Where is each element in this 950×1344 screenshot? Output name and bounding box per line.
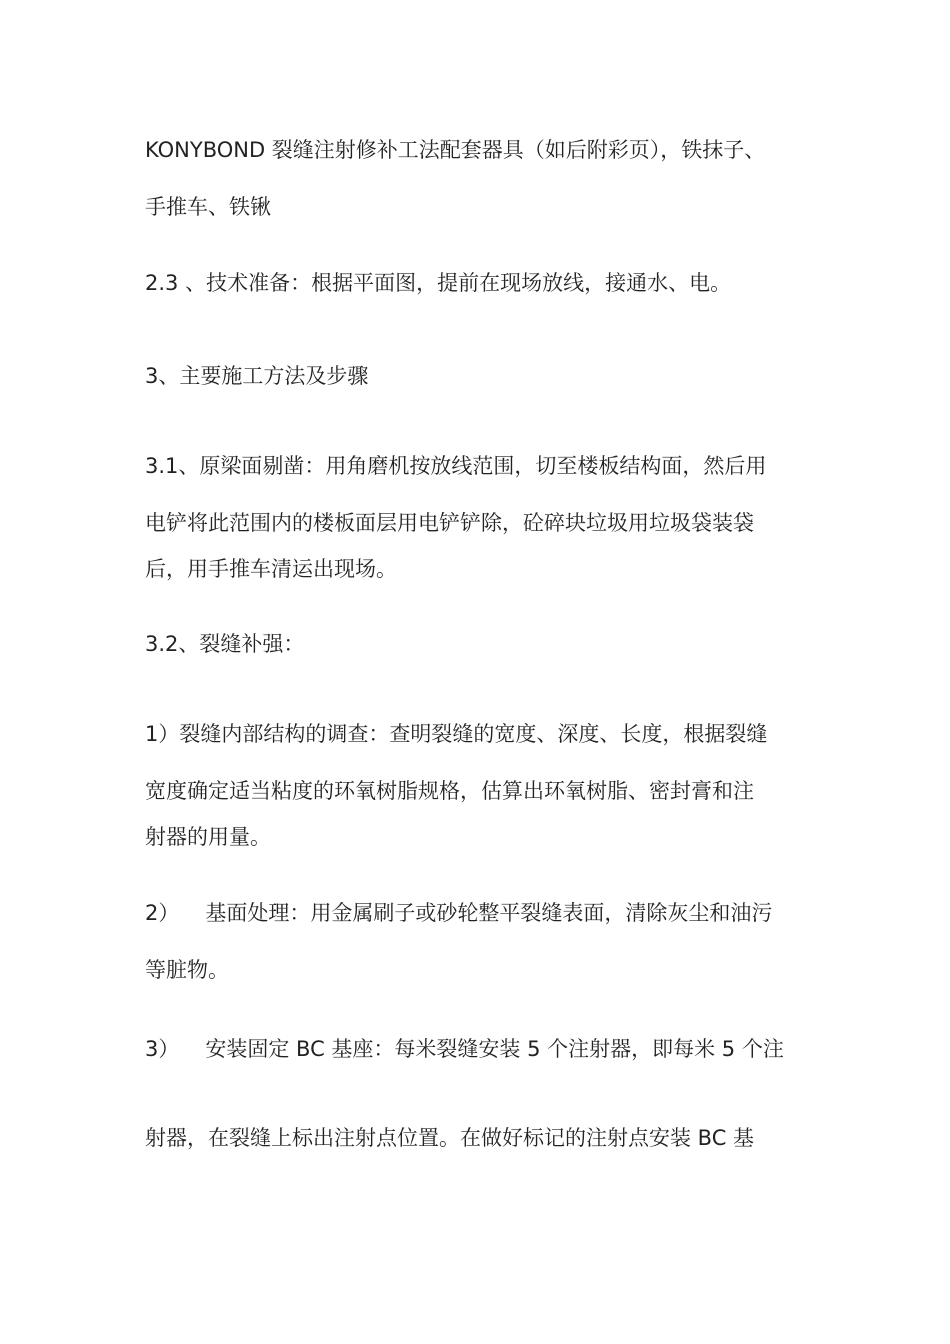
paragraph-line: KONYBOND 裂缝注射修补工法配套器具（如后附彩页），铁抹子、 bbox=[145, 138, 766, 162]
paragraph-line: 射器，在裂缝上标出注射点位置。在做好标记的注射点安装 BC 基 bbox=[145, 1126, 755, 1150]
list-item-line bbox=[145, 1034, 825, 1064]
paragraph-line: 2.3 、技术准备：根据平面图，提前在现场放线，接通水、电。 bbox=[145, 271, 732, 295]
paragraph-line: 1）裂缝内部结构的调查：查明裂缝的宽度、深度、长度，根据裂缝 bbox=[145, 722, 768, 746]
paragraph-line: 3.1、原梁面剔凿：用角磨机按放线范围，切至楼板结构面，然后用 bbox=[145, 454, 767, 478]
section-heading: 3、主要施工方法及步骤 bbox=[145, 364, 369, 388]
paragraph-line: 电铲将此范围内的楼板面层用电铲铲除，砼碎块垃圾用垃圾袋装袋 bbox=[145, 511, 754, 535]
subsection-heading: 3.2、裂缝补强： bbox=[145, 632, 305, 656]
paragraph-line: 等脏物。 bbox=[145, 958, 229, 982]
list-marker: 2） bbox=[145, 901, 180, 925]
paragraph-line: 手推车、铁锹 bbox=[145, 195, 271, 219]
list-item-text: 基面处理：用金属刷子或砂轮整平裂缝表面，清除灰尘和油污 bbox=[205, 901, 773, 925]
paragraph-line: 后，用手推车清运出现场。 bbox=[145, 557, 397, 581]
list-item-line bbox=[145, 898, 825, 928]
paragraph-line: 射器的用量。 bbox=[145, 825, 271, 849]
list-marker: 3） bbox=[145, 1037, 180, 1061]
list-item-text: 安装固定 BC 基座：每米裂缝安装 5 个注射器，即每米 5 个注 bbox=[205, 1037, 784, 1061]
paragraph-line: 宽度确定适当粘度的环氧树脂规格，估算出环氧树脂、密封膏和注 bbox=[145, 779, 754, 803]
